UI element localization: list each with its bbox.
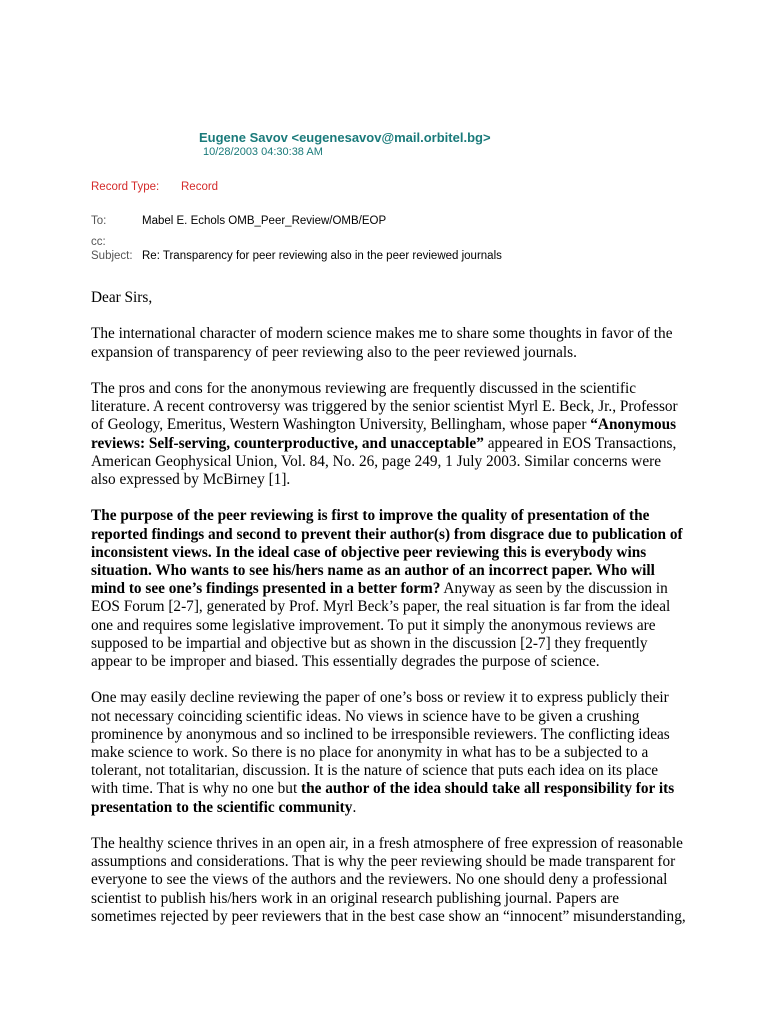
emphasis-bold: situation. Who wants to see his/hers name as an author of an incorrect paper. Who will xyxy=(91,562,655,579)
to-recipient: Mabel E. Echols OMB_Peer_Review/OMB/EOP xyxy=(142,215,387,227)
paragraph-4 xyxy=(91,689,691,816)
paper-title-bold: “Anonymous xyxy=(590,416,677,434)
paragraph-line: assumptions and considerations. That is why the peer reviewing should be made transparent for xyxy=(91,853,676,871)
paragraph-line xyxy=(91,435,691,453)
paragraph-line: appear to be improper and biased. This essentially degrades the purpose of science. xyxy=(91,653,600,671)
record-type-value: Record xyxy=(181,181,219,193)
paragraph-line: one and requires some legislative improvement. To put it simply the anonymous reviews are xyxy=(91,616,656,634)
paragraph-1 xyxy=(91,325,691,361)
emphasis-bold: The purpose of the peer reviewing is first to improve the quality of presentation of the xyxy=(91,507,650,525)
sent-date: 10/28/2003 04:30:38 AM xyxy=(203,146,323,158)
paragraph-line xyxy=(91,562,691,580)
paragraph-5 xyxy=(91,835,691,926)
text-run: Anyway as seen by the discussion in xyxy=(440,580,668,598)
paragraph-line: make science to work. So there is no place for anonymity in what has to be a subjected to a xyxy=(91,744,649,762)
paragraph-line: prominence by anonymous and so inclined to be irresponsible reviewers. The conflicting ideas xyxy=(91,725,670,743)
paper-title-bold: reviews: Self-serving, counterproductive, and unacceptable” xyxy=(91,434,484,452)
emphasis-bold: reported findings and second to prevent their author(s) from disgrace due to publication of xyxy=(91,525,683,543)
paragraph-line xyxy=(91,780,691,798)
emphasis-bold: the author of the idea should take all responsibility for its xyxy=(301,780,675,798)
record-type-label: Record Type: xyxy=(91,181,160,193)
subject-label: Subject: xyxy=(91,250,133,262)
cc-label: cc: xyxy=(91,236,106,248)
to-label: To: xyxy=(91,215,107,227)
emphasis-bold: presentation to the scientific community xyxy=(91,798,353,816)
paragraph-line: tolerant, not totalitarian, discussion. It is the nature of science that puts each idea on its place xyxy=(91,762,659,780)
text-run: . xyxy=(352,798,357,816)
paragraph-2 xyxy=(91,380,691,489)
paragraph-line: scientist to publish his/hers work in an original research publishing journal. Papers are xyxy=(91,889,620,907)
paragraph-line: The international character of modern science makes me to share some thoughts in favor of the xyxy=(91,325,673,343)
text-run: appeared in EOS Transactions, xyxy=(483,434,677,452)
paragraph-line: also expressed by McBirney [1]. xyxy=(91,471,291,488)
paragraph-line: expansion of transparency of peer reviewing also to the peer reviewed journals. xyxy=(91,343,577,361)
paragraph-line: not necessary coinciding scientific ideas. No views in science have to be given a crushing xyxy=(91,707,640,725)
paragraph-line: American Geophysical Union, Vol. 84, No. 26, page 249, 1 July 2003. Similar concerns were xyxy=(91,452,661,470)
emphasis-bold: inconsistent views. In the ideal case of objective peer reviewing this is everybody wins xyxy=(91,543,647,561)
paragraph-line: EOS Forum [2-7], generated by Prof. Myrl Beck’s paper, the real situation is far from the ideal xyxy=(91,598,671,616)
paragraph-line xyxy=(91,526,691,544)
paragraph-line: The healthy science thrives in an open air, in a fresh atmosphere of free expression of reasonable xyxy=(91,835,683,853)
emphasis-bold: mind to see one’s findings presented in a better form? xyxy=(91,580,441,598)
subject-line: Re: Transparency for peer reviewing also in the peer reviewed journals xyxy=(142,250,502,262)
text-run: of Geology, Emeritus, Western Washington University, Bellingham, whose paper xyxy=(91,416,591,434)
paragraph-line: One may easily decline reviewing the paper of one’s boss or review it to express publicly their xyxy=(91,689,669,707)
sender-name: Eugene Savov <eugenesavov@mail.orbitel.bg> xyxy=(199,130,491,145)
paragraph-line: supposed to be impartial and objective but as shown in the discussion [2-7] they frequently xyxy=(91,634,648,652)
paragraph-line xyxy=(91,507,691,525)
paragraph-line xyxy=(91,544,691,562)
text-run: with time. That is why no one but xyxy=(91,780,302,798)
paragraph-line: The pros and cons for the anonymous reviewing are frequently discussed in the scientific xyxy=(91,379,637,397)
paragraph-line xyxy=(91,416,691,434)
paragraph-3 xyxy=(91,507,691,671)
paragraph-line: literature. A recent controversy was triggered by the senior scientist Myrl E. Beck, Jr., Professor xyxy=(91,398,678,416)
email-body xyxy=(91,289,691,944)
paragraph-line xyxy=(91,580,691,598)
paragraph-line: everyone to see the views of the authors and the reviewers. No one should deny a professional xyxy=(91,871,668,889)
greeting: Dear Sirs, xyxy=(91,289,153,306)
paragraph-line: sometimes rejected by peer reviewers that in the best case show an “innocent” misunderstanding, xyxy=(91,907,686,925)
paragraph-line xyxy=(91,799,691,817)
